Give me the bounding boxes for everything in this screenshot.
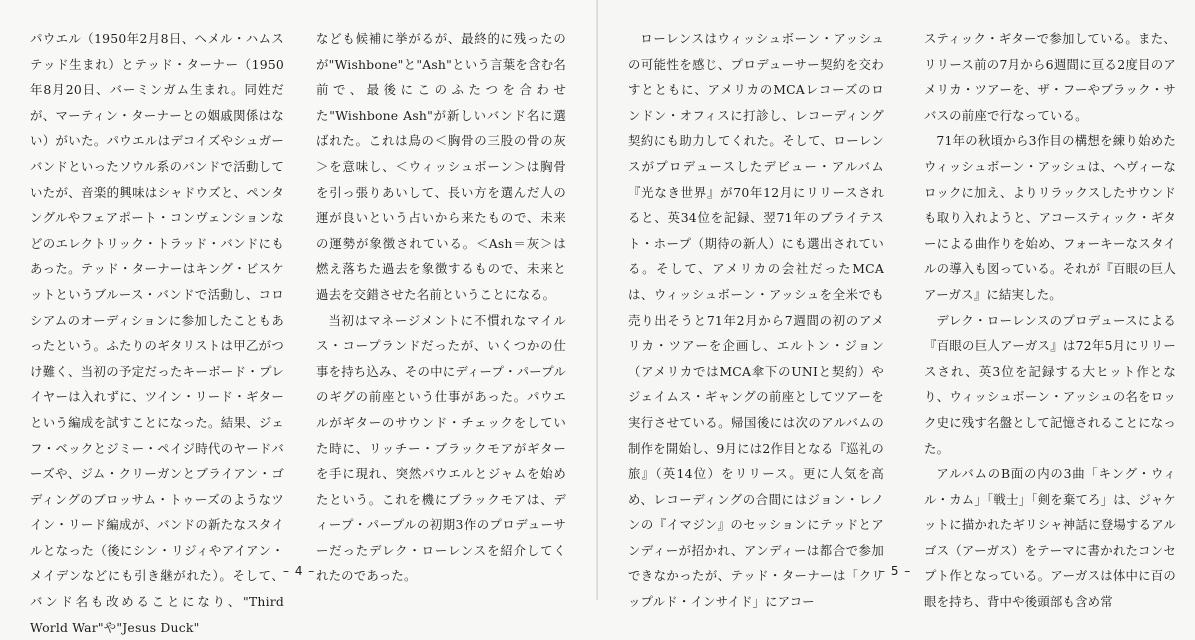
page-number: – 5 – — [879, 564, 912, 578]
page-number: – 4 – — [283, 564, 316, 578]
paragraph: パウエル（1950年2月8日、ヘメル・ハムステッド生まれ）とテッド・ターナー（1950年8月20日、バーミンガム生まれ。同姓だが、マーティン・ターナーとの姻戚関係はない）がいた。パウエルはデコイズやシュガーバンドといったソウル系のバンドで活動していたが、音楽的興味はシャドウズと、ペンタングルやフェアポート・コンヴェンションなどのエレクトリック・トラッド・バンドにもあった。テッド・ターナーはキング・ビスケットというブルース・バンドで活動し、コロシアムのオーディションに参加したこともあったという。ふたりのギタリストは甲乙がつけ難く、当初の予定だったキーボード・プレイヤーは入れずに、ツイン・リード・ギターという編成を試すことになった。結果、ジェフ・ベックとジミー・ペイジ時代のヤードバーズや、ジム・クリーガンとブライアン・ゴディングのブロッサム・トゥーズのようなツイン・リード編成が、バンドの新たなスタイルとなった（後にシン・リジィやアイアン・メイデンなどにも引き継がれた）。そして、バンド名も改めることになり、"Third World War"や"Jesus Duck" — [30, 31, 284, 635]
paragraph: アルバムのB面の内の3曲「キング・ウィル・カム」「戦士」「剣を棄てろ」は、ジャケットに描かれたギリシャ神話に登場するアルゴス（アーガス）をテーマに書かれたコンセプト作となっている。アーガスは体中に百の眼を持ち、背中や後頭部も含め常 — [924, 466, 1176, 610]
paragraph: なども候補に挙がるが、最終的に残ったのが"Wishbone"と"Ash"という言葉を含む名前で、最後にこのふたつを合わせた"Wishbone Ash"が新しいバンド名に選ばれた。これは鳥の＜胸骨の三股の骨の灰＞を意味し、＜ウィッシュボーン＞は胸骨を引っ張りあいして、長い方を選んだ人の運が良いという占いから来たもので、未来の運勢が象徴されている。＜Ash＝灰＞は燃え落ちた過去を象徴するもので、未来と過去を交錯させた名前ということになる。 — [316, 31, 566, 302]
page-left-column-1 — [30, 26, 284, 640]
page-right-column-1 — [628, 26, 884, 615]
paragraph: 当初はマネージメントに不慣れなマイルス・コープランドだったが、いくつかの仕事を持ち込み、その中にディープ・パープルのギグの前座という仕事があった。パウエルがギターのサウンド・チェックをしていた時に、リッチー・ブラックモアがギターを手に現れ、突然パウエルとジャムを始めたという。これを機にブラックモアは、ディープ・パープルの初期3作のプロデューサーだったデレク・ローレンスを紹介してくれたのであった。 — [316, 312, 566, 584]
paragraph: デレク・ローレンスのプロデュースによる『百眼の巨人アーガス』は72年5月にリリースされ、英3位を記録する大ヒット作となり、ウィッシュボーン・アッシュの名をロック史に残す名盤として記憶されることになった。 — [924, 312, 1176, 456]
page-right-column-2 — [924, 26, 1176, 615]
page-left — [0, 0, 597, 635]
paragraph: ローレンスはウィッシュボーン・アッシュの可能性を感じ、プロデューサー契約を交わすとともに、アメリカのMCAレコーズのロンドン・オフィスに打診し、レコーディング契約にも助力してくれた。そして、ローレンスがプロデュースしたデビュー・アルバム『光なき世界』が70年12月にリリースされると、英34位を記録、翌71年のブライテスト・ホープ（期待の新人）にも選出されている。そして、アメリカの会社だったMCAは、ウィッシュボーン・アッシュを全米でも売り出そうと71年2月から7週間の初のアメリカ・ツアーを企画し、エルトン・ジョン（アメリカではMCA傘下のUNIと契約）やジェイムス・ギャングの前座としてツアーを実行させている。帰国後には次のアルバムの制作を開始し、9月には2作目となる『巡礼の旅』（英14位）をリリース。更に人気を高め、レコーディングの合間にはジョン・レノンの『イマジン』のセッションにテッドとアンディーが招かれ、アンディーは都合で参加できなかったが、テッド・ターナーは「クリップルド・インサイド」にアコー — [628, 31, 884, 610]
page-right — [598, 0, 1195, 610]
paragraph: スティック・ギターで参加している。また、リリース前の7月から6週間に亘る2度目のアメリカ・ツアーを、ザ・フーやブラック・サバスの前座で行なっている。 — [924, 31, 1176, 123]
page-left-column-2 — [316, 26, 566, 589]
paragraph: 71年の秋頃から3作目の構想を練り始めたウィッシュボーン・アッシュは、ヘヴィーなロックに加え、よりリラックスしたサウンドも取り入れようと、アコースティック・ギターによる曲作りを始め、フォーキーなスタイルの導入も図っている。それが『百眼の巨人アーガス』に結実した。 — [924, 133, 1176, 302]
